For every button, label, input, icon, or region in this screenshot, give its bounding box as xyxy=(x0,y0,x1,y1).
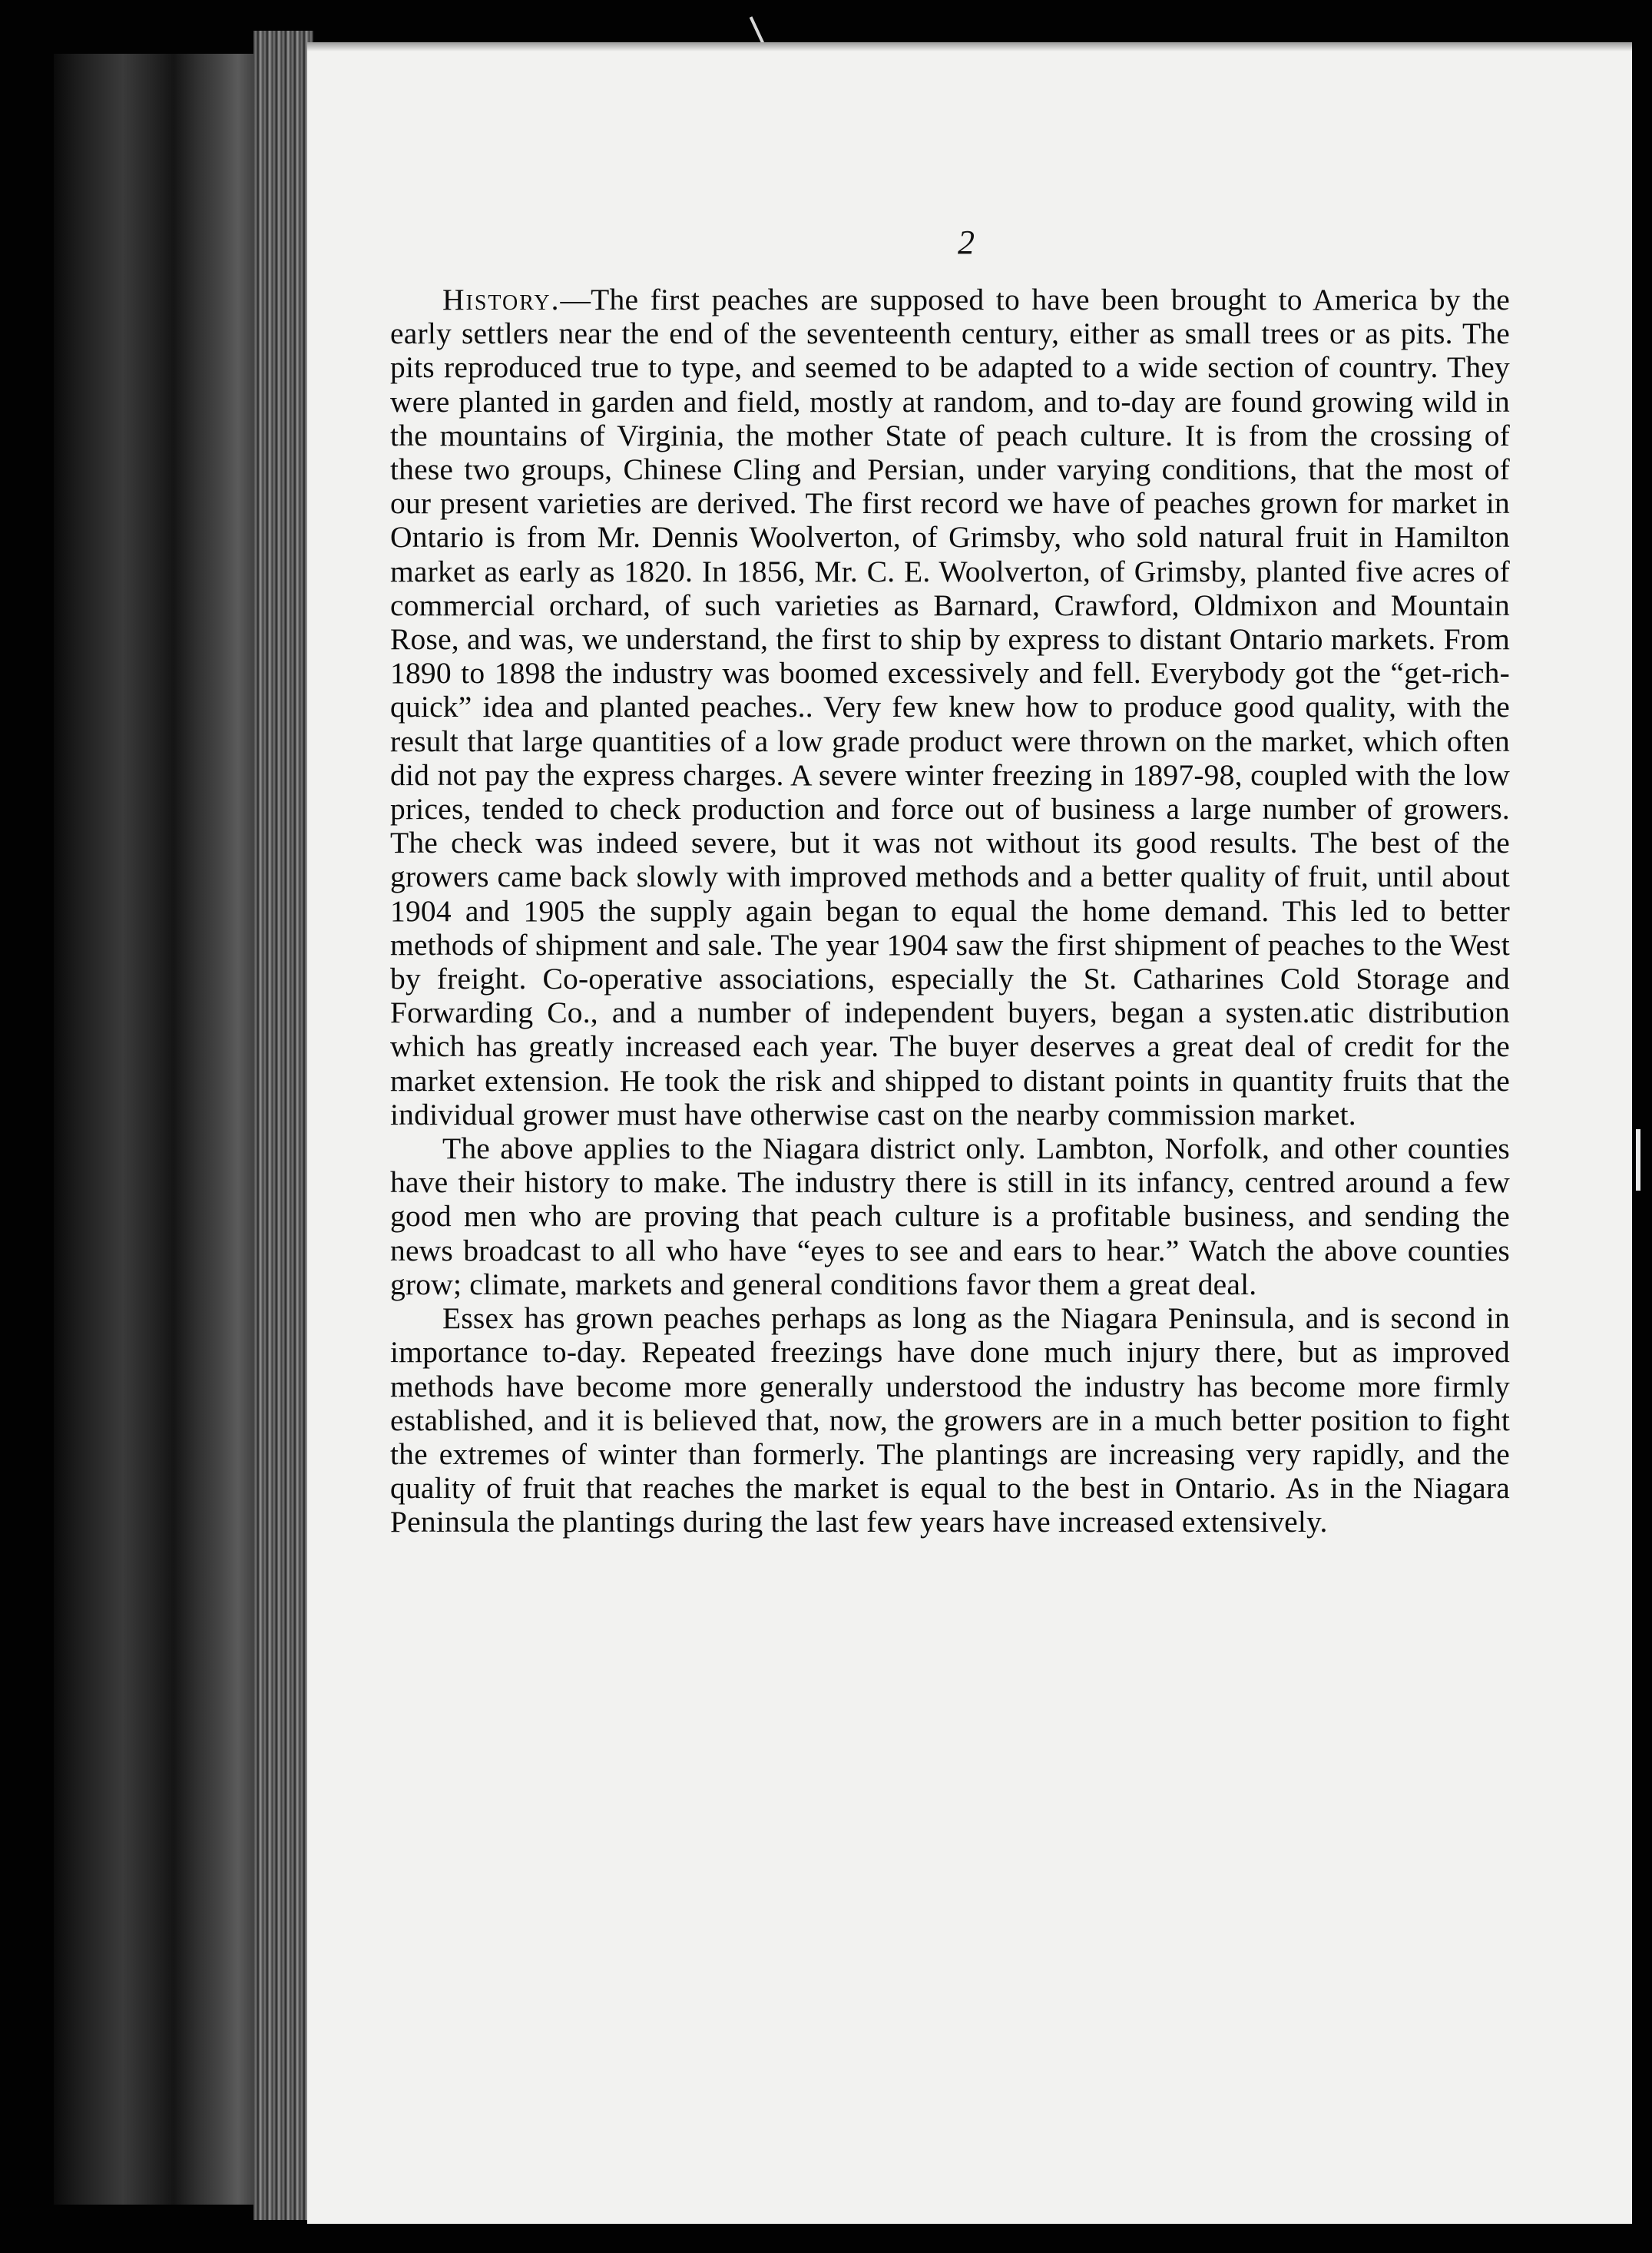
book-spine xyxy=(54,54,284,2205)
paragraph-text: —The first peaches are supposed to have been brought to America by the early settlers near the end of the seventeenth century, either as small trees or as pits. The pits reproduced true to type, and seemed to be adapted to a wide section of country. They were planted in garden and field, mostly at random, and to-day are found growing wild in the mountains of Virginia, the mother State of peach culture. It is from the crossing of these two groups, Chinese Cling and Persian, under varying conditions, that the most of our present varieties are derived. The first record we have of peaches grown for market in Ontario is from Mr. Dennis Woolverton, of Grimsby, who sold natural fruit in Hamilton market as early as 1820. In 1856, Mr. C. E. Woolverton, of Grimsby, planted five acres of commercial orchard, of such varieties as Barnard, Crawford, Oldmixon and Mountain Rose, and was, we understand, the first to ship by express to distant Ontario markets. From 1890 to 1898 the industry was boomed excessively and fell. Everybody got the “get-rich-quick” idea and planted peaches.. Very few knew how to produce good quality, with the result that large quantities of a low grade product were thrown on the market, which often did not pay the express charges. A severe winter freezing in 1897-98, coupled with the low prices, tended to check production and force out of business a large number of growers. The check was indeed severe, but it was not without its good results. The best of the growers came back slowly with improved methods and a better quality of fruit, until about 1904 and 1905 the supply again began to equal the home demand. This led to better methods of shipment and sale. The year 1904 saw the first shipment of peaches to the West by freight. Co-operative associations, especially the St. Catharines Cold Storage and Forwarding Co., and a number of independent buyers, began a systen.atic distribution which has greatly increased each year. The buyer deserves a great deal of credit for the market extension. He took the risk and shipped to distant points in quantity fruits that the individual grower must have otherwise cast on the nearby commission market. xyxy=(390,283,1510,1131)
paragraph-text: Essex has grown peaches perhaps as long as the Niagara Peninsula, and is second in importance to-day. Repeated freezings have done much injury there, but as improved methods have become more generally understood the industry has become more firmly established, and it is believed that, now, the growers are in a much better position to fight the extremes of winter than formerly. The plantings are increasing very rapidly, and the quality of fruit that reaches the market is equal to the best in Ontario. As in the Niagara Peninsula the plantings during the last few years have increased extensively. xyxy=(390,1301,1510,1539)
section-lead-history: History. xyxy=(442,283,561,316)
paragraph-essex xyxy=(390,1301,1510,1539)
body-text xyxy=(390,283,1510,1539)
paragraph-niagara xyxy=(390,1131,1510,1301)
page-number: 2 xyxy=(958,224,975,261)
book-binding-edge xyxy=(253,31,313,2220)
paragraph-history xyxy=(390,283,1510,1131)
margin-mark xyxy=(1636,1129,1640,1191)
page-top-shadow xyxy=(307,42,1632,51)
paragraph-text: The above applies to the Niagara district only. Lambton, Norfolk, and other counties have their history to make. The industry there is still in its infancy, centred around a few good men who are proving that peach culture is a profitable business, and sending the news broadcast to all who have “eyes to see and ears to hear.” Watch the above counties grow; climate, markets and general conditions favor them a great deal. xyxy=(390,1131,1510,1301)
